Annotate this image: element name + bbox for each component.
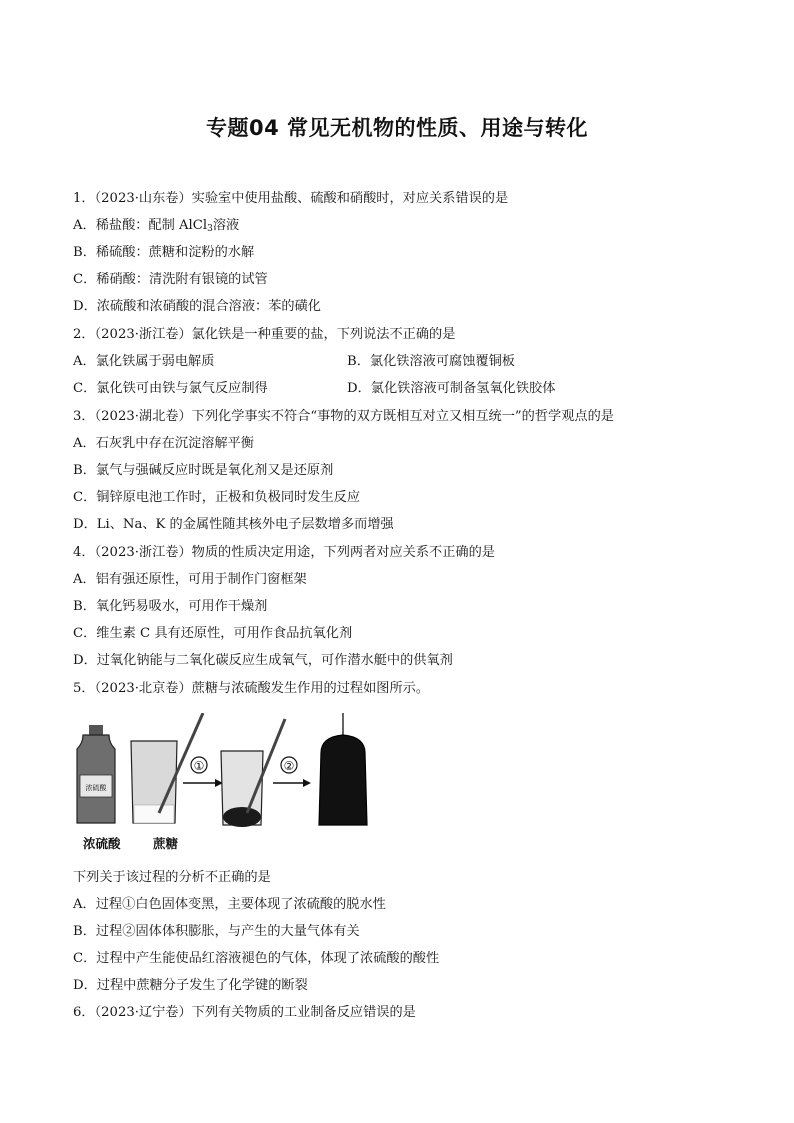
page-title: 专题04 常见无机物的性质、用途与转化 [205, 116, 589, 140]
q3-option-a: A．石灰乳中存在沉淀溶解平衡 [73, 436, 254, 451]
blackened-beaker-image [221, 719, 285, 827]
q1-stem: 1．（2023·山东卷）实验室中使用盐酸、硫酸和硝酸时，对应关系错误的是 [73, 191, 509, 206]
acid-bottle-image [77, 725, 115, 823]
q3-option-c: C．铜锌原电池工作时，正极和负极同时发生反应 [73, 490, 361, 505]
q5-option-a: A．过程①白色固体变黑，主要体现了浓硫酸的脱水性 [73, 897, 386, 912]
q4-option-d: D．过氧化钠能与二氧化碳反应生成氧气，可作潜水艇中的供氧剂 [73, 653, 453, 668]
q1-option-a-sub: 3 [207, 224, 213, 234]
q1-option-a-post: 溶液 [212, 218, 240, 233]
label-sucrose: 蔗糖 [153, 836, 179, 851]
q4-option-b: B．氧化钙易吸水，可用作干燥剂 [73, 599, 268, 614]
q2-option-b: B．氯化铁溶液可腐蚀覆铜板 [347, 354, 515, 369]
q4-stem: 4．（2023·浙江卷）物质的性质决定用途，下列两者对应关系不正确的是 [73, 545, 495, 560]
experiment-illustration [73, 713, 393, 853]
q5-prompt: 下列关于该过程的分析不正确的是 [73, 870, 271, 885]
q3-option-b: B．氯气与强碱反应时既是氧化剂又是还原剂 [73, 463, 334, 478]
q3-option-d: D．Li、Na、K 的金属性随其核外电子层数增多而增强 [73, 517, 394, 532]
q4-option-c: C．维生素 C 具有还原性，可用作食品抗氧化剂 [73, 626, 353, 641]
q2-option-c: C．氯化铁可由铁与氯气反应制得 [73, 381, 268, 396]
q5-option-d: D．过程中蔗糖分子发生了化学键的断裂 [73, 978, 308, 993]
bottle-label-text: 浓硫酸 [85, 784, 107, 792]
q2-row-ab [73, 353, 713, 371]
q2-row-cd [73, 380, 713, 398]
q1-option-a [73, 217, 239, 238]
q1-option-b: B．稀硫酸：蔗糖和淀粉的水解 [73, 245, 255, 260]
q4-option-a: A．铝有强还原性，可用于制作门窗框架 [73, 572, 307, 587]
expanded-carbon-image [319, 713, 367, 825]
q5-option-c: C．过程中产生能使品红溶液褪色的气体，体现了浓硫酸的酸性 [73, 951, 440, 966]
q5-option-b: B．过程②固体体积膨胀，与产生的大量气体有关 [73, 924, 360, 939]
q2-stem: 2．（2023·浙江卷）氯化铁是一种重要的盐，下列说法不正确的是 [73, 327, 456, 342]
step-2-label: ② [283, 759, 295, 773]
q3-stem: 3．（2023·湖北卷）下列化学事实不符合“事物的双方既相互对立又相互统一”的哲学观点的是 [73, 409, 614, 424]
q1-option-c: C．稀硝酸：清洗附有银镜的试管 [73, 272, 268, 287]
q5-stem: 5．（2023·北京卷）蔗糖与浓硫酸发生作用的过程如图所示。 [73, 681, 430, 696]
q1-option-a-pre: A．稀盐酸：配制 AlCl [73, 218, 208, 233]
experiment-figure [73, 713, 393, 853]
q2-option-d: D．氯化铁溶液可制备氢氧化铁胶体 [347, 381, 556, 396]
q1-option-d: D．浓硫酸和浓硝酸的混合溶液：苯的磺化 [73, 299, 321, 314]
step-1-label: ① [193, 759, 205, 773]
label-conc-sulfuric-acid: 浓硫酸 [83, 836, 121, 851]
q6-stem: 6．（2023·辽宁卷）下列有关物质的工业制备反应错误的是 [73, 1005, 416, 1020]
q2-option-a: A．氯化铁属于弱电解质 [73, 354, 215, 369]
